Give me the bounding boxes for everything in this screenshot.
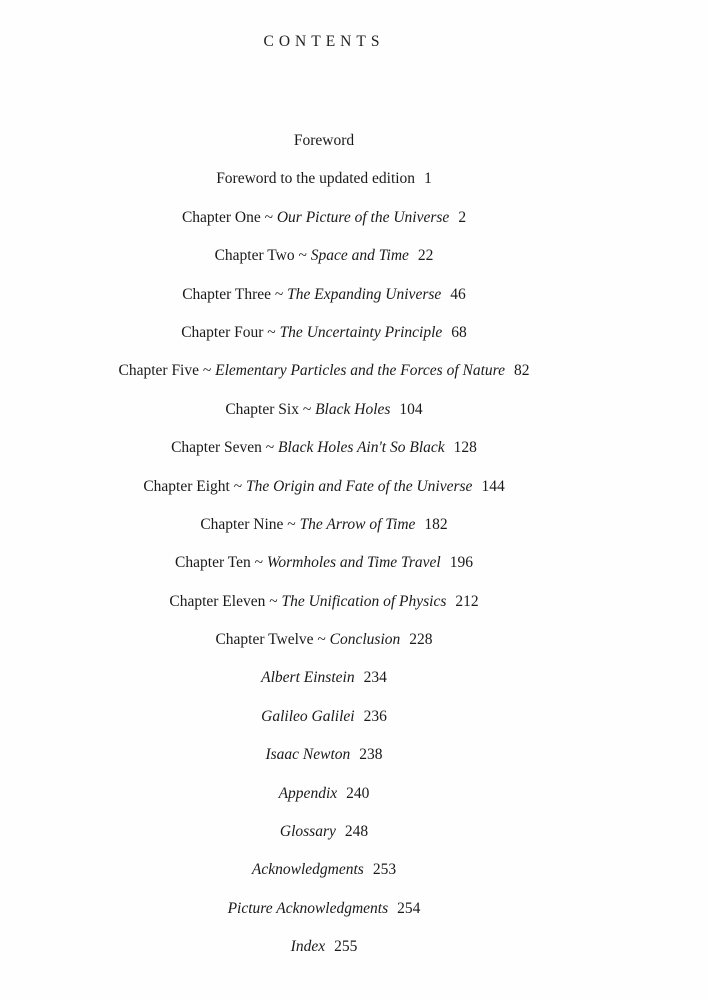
toc-entry-page: 236 <box>363 707 387 725</box>
toc-entry-title: The Origin and Fate of the Universe <box>245 477 473 495</box>
toc-entry-page: 254 <box>397 899 421 917</box>
toc-entry-page: 196 <box>449 554 473 572</box>
toc-entry-title: The Expanding Universe <box>287 285 442 303</box>
toc-entry-label: Chapter Eleven ~ <box>169 592 282 610</box>
toc-entry-title: Picture Acknowledgments <box>227 899 389 917</box>
toc-entry-label: Chapter Twelve ~ <box>215 631 330 649</box>
toc-entry-title: Acknowledgments <box>251 861 364 879</box>
toc-entry-label: Chapter Six ~ <box>225 400 316 418</box>
toc-entry-foreword[interactable] <box>0 128 648 166</box>
toc-entry-label: Foreword <box>293 132 355 149</box>
page-title: CONTENTS <box>263 33 385 50</box>
toc-entry-title: Elementary Particles and the Forces of Nature <box>215 362 505 380</box>
toc-entry-acknowledgments[interactable] <box>0 857 648 895</box>
toc-entry-title: Galileo Galilei <box>261 707 355 725</box>
toc-entry-page: 46 <box>450 285 466 303</box>
toc-entry-page: 238 <box>359 746 383 764</box>
toc-entry-title: The Uncertainty Principle <box>279 323 443 341</box>
toc-entry-chapter-6[interactable] <box>0 397 648 435</box>
toc-entry-galileo-galilei[interactable] <box>0 704 648 742</box>
toc-entry-page: 240 <box>346 784 370 802</box>
toc-entry-title: Our Picture of the Universe <box>276 208 450 226</box>
toc-entry-page: 255 <box>334 938 358 956</box>
toc-entry-page: 228 <box>409 631 433 649</box>
toc-entry-page: 248 <box>344 823 369 841</box>
toc-entry-title: Index <box>290 938 326 956</box>
toc-entry-label: Chapter Two ~ <box>214 247 311 265</box>
toc-entry-label: Foreword to the updated edition <box>216 170 416 188</box>
toc-entry-chapter-7[interactable] <box>0 435 648 473</box>
toc-entry-label: Chapter Seven ~ <box>171 439 279 457</box>
toc-entry-label: Chapter Eight ~ <box>143 477 246 495</box>
toc-entry-index[interactable] <box>0 934 648 972</box>
toc-entry-label: Chapter Four ~ <box>181 323 280 341</box>
toc-entry-appendix[interactable] <box>0 781 648 819</box>
toc-entry-label: Chapter Nine ~ <box>200 515 300 533</box>
toc-entry-title: Appendix <box>278 784 338 802</box>
toc-entry-chapter-2[interactable] <box>0 243 648 281</box>
toc-entry-chapter-5[interactable] <box>0 358 648 396</box>
toc-entry-label: Chapter One ~ <box>181 208 277 226</box>
toc-entry-page: 104 <box>399 400 423 418</box>
toc-entry-page: 22 <box>417 247 434 265</box>
toc-entry-title: Wormholes and Time Travel <box>266 554 441 572</box>
toc-entry-chapter-3[interactable] <box>0 282 648 320</box>
toc-entry-title: The Unification of Physics <box>281 592 447 610</box>
toc-entry-chapter-9[interactable] <box>0 512 648 550</box>
toc-entry-glossary[interactable] <box>0 819 648 857</box>
toc-entry-title: The Arrow of Time <box>299 515 416 533</box>
toc-entry-chapter-11[interactable] <box>0 589 648 627</box>
toc-entry-title: Isaac Newton <box>265 746 351 764</box>
toc-entry-page: 144 <box>481 477 505 495</box>
toc-entry-page: 68 <box>451 323 467 341</box>
toc-entry-page: 128 <box>453 439 477 457</box>
toc-entry-chapter-8[interactable] <box>0 474 648 512</box>
toc-entry-chapter-1[interactable] <box>0 205 648 243</box>
toc-entry-title: Black Holes <box>315 400 391 418</box>
toc-entry-chapter-12[interactable] <box>0 627 648 665</box>
toc-entry-title: Space and Time <box>310 247 409 265</box>
toc-entry-page: 253 <box>372 861 397 879</box>
toc-entry-label: Chapter Ten ~ <box>175 554 267 572</box>
toc-entry-chapter-10[interactable] <box>0 550 648 588</box>
toc-entry-title: Black Holes Ain't So Black <box>278 439 445 457</box>
toc-entry-page: 234 <box>363 669 387 687</box>
toc-entry-title: Conclusion <box>329 631 401 649</box>
toc-entry-page: 2 <box>458 208 467 226</box>
toc-entry-page: 212 <box>455 592 479 610</box>
toc-entry-albert-einstein[interactable] <box>0 665 648 703</box>
table-of-contents <box>0 128 648 973</box>
toc-entry-label: Chapter Five ~ <box>118 362 216 380</box>
toc-entry-page: 1 <box>424 170 432 188</box>
toc-entry-title: Glossary <box>279 823 336 841</box>
toc-entry-isaac-newton[interactable] <box>0 742 648 780</box>
toc-entry-page: 82 <box>514 362 530 380</box>
toc-entry-foreword-updated[interactable] <box>0 166 648 204</box>
toc-entry-picture-acknowledgments[interactable] <box>0 896 648 934</box>
toc-entry-label: Chapter Three ~ <box>182 285 288 303</box>
toc-entry-page: 182 <box>424 515 448 533</box>
toc-entry-chapter-4[interactable] <box>0 320 648 358</box>
toc-entry-title: Albert Einstein <box>261 669 355 687</box>
